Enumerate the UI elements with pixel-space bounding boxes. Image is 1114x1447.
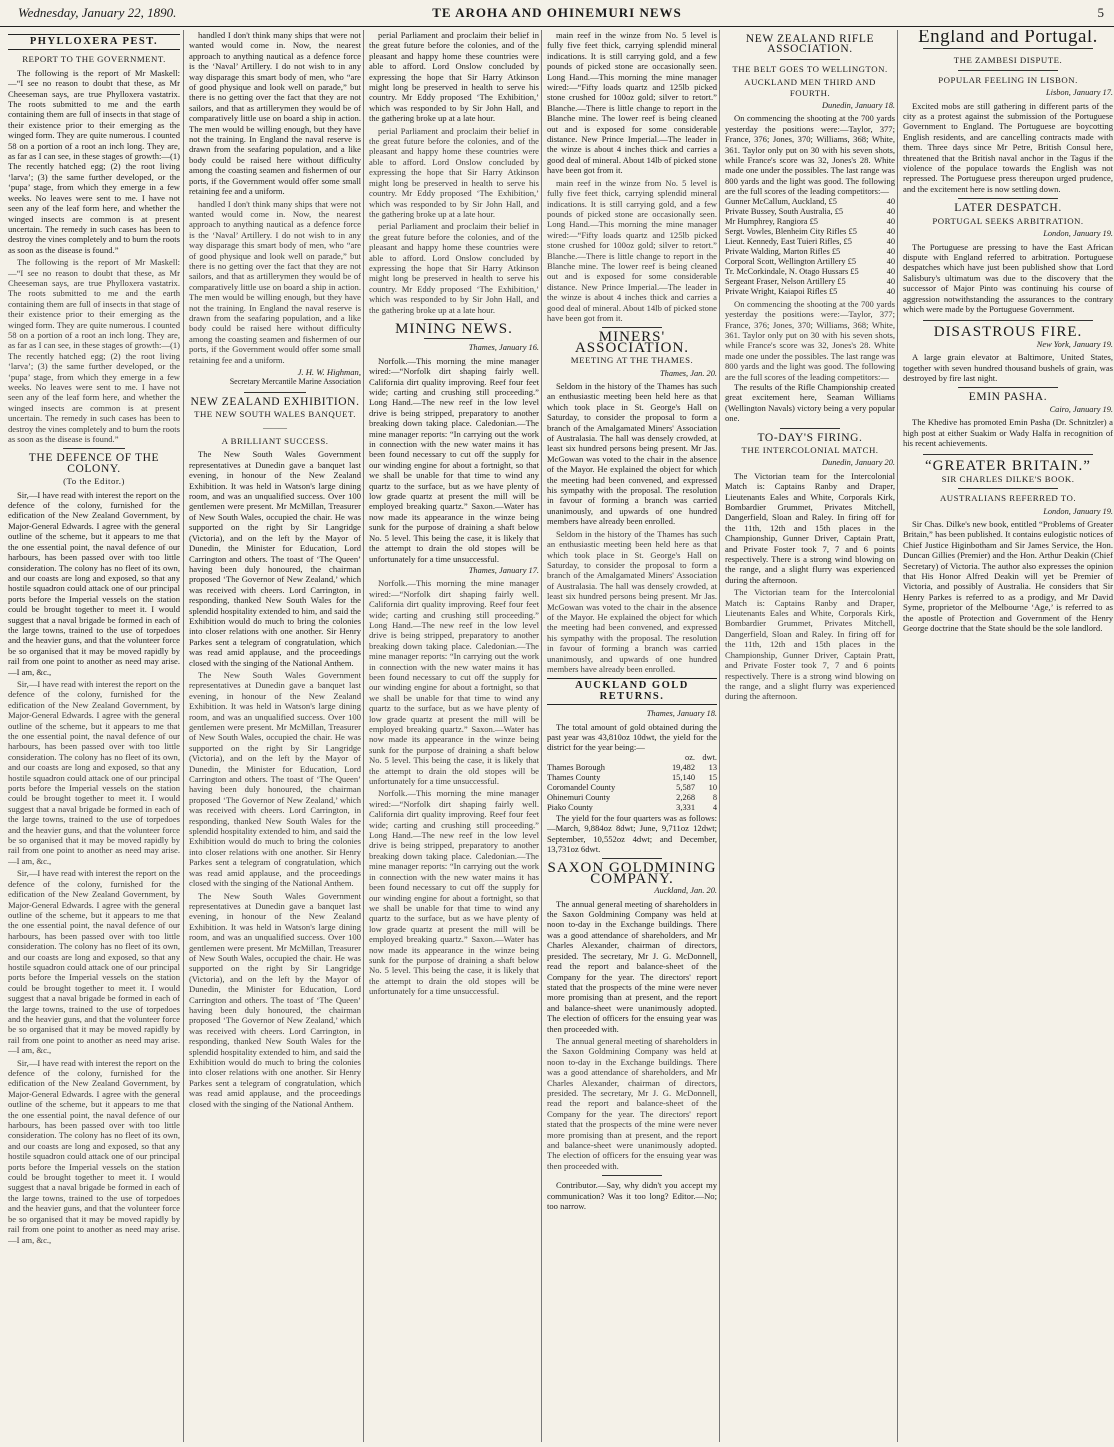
table-cell: 40 bbox=[886, 206, 895, 216]
subhead-belt: THE BELT GOES TO WELLINGTON. bbox=[732, 63, 888, 74]
article-onslow-text-cont-2: perial Parliament and proclaim their belief in the great future before the colonies, and of the pleasant and happy home these countries were able to afford. Lord Onslow concluded by expressing the hope that Sir Harry Atkinson might long be preserved in health to serve his country. Mr Eddy proposed ‘The Exhibition,’ which was responded to by Sir John Hall, and the gathering broke up at a late hour. bbox=[369, 221, 539, 315]
headline-emin-pasha: EMIN PASHA. bbox=[968, 391, 1048, 404]
divider bbox=[958, 488, 1058, 489]
dateline-thames-18: Thames, January 18. bbox=[646, 709, 717, 719]
table-cell: 8 bbox=[712, 792, 717, 802]
table-header bbox=[547, 753, 672, 763]
dateline-new-york-19: New York, January 19. bbox=[1036, 339, 1113, 349]
table-row bbox=[547, 773, 717, 783]
to-the-editor: (To the Editor.) bbox=[63, 476, 125, 487]
table-cell: 40 bbox=[886, 276, 895, 286]
table-cell: 10 bbox=[708, 782, 717, 792]
table-cell: Coromandel County bbox=[547, 782, 616, 792]
letter-defence-text: Sir,—I have read with interest the report on the defence of the colony, furnished for the edification of the New Zealand Government, by Major-General Edwards. I agree with the general outline of the scheme, but it appears to me that the one essential point, the naval defence of our harbours, has been passed over with too little consideration. The colony has no fleet of its own, and our coasts are long and exposed, so that any hostile squadron could attack one of our principal ports before the Imperial vessels on the station could be brought together to meet it. I would suggest that a naval brigade be formed in each of the large towns, trained to the use of torpedoes and the heavier guns, and that the volunteer force be so organised that it may be moved rapidly by rail from one point to another as need may arise. —I am, &c., bbox=[8, 489, 180, 677]
headline-todays-firing: TO-DAY'S FIRING. bbox=[757, 431, 863, 444]
article-rifle-result: The results of the Rifle Championship created great excitement here, Seaman Williams (Wellington Navals) victory being a very popular one. bbox=[725, 381, 895, 424]
divider bbox=[923, 454, 1093, 455]
table-cell: 40 bbox=[886, 236, 895, 246]
table-cell: 5,587 bbox=[676, 782, 695, 792]
dateline-dunedin-18: Dunedin, January 18. bbox=[821, 101, 895, 111]
page-number: 5 bbox=[1097, 5, 1104, 20]
article-onslow-text: perial Parliament and proclaim their belief in the great future before the colonies, and of the pleasant and happy home these countries were able to afford. Lord Onslow concluded by expressing the hope that Sir Harry Atkinson might long be preserved in health to serve his country. Mr Eddy proposed ‘The Exhibition,’ which was responded to by Sir John Hall, and the gathering broke up at a late hour. bbox=[369, 30, 539, 124]
article-banquet-text-cont: The New South Wales Government representatives at Dunedin gave a banquet last evening, in honour of the New Zealand Exhibition. It was held in Watson's large dining room, and was an unqualified success. Over 100 gentlemen were present. Mr McMillan, Treasurer of New South Wales, occupied the chair. He was supported on the right by Sir Langridge (Victoria), and on the left by the Mayor of Dunedin, the Minister for Education, Lord Carrington and others. The toast of ‘The Queen’ having been duly honoured, the chairman proposed ‘The Governor of New Zealand,’ which was received with cheers. Lord Carrington, in responding, thanked New South Wales for the splendid hospitality extended to him, and said the Exhibition would do much to bring the colonies into closer relations with one another. Sir Henry Parkes sent a telegram of congratulation, which was read amid applause, and the proceedings closed with the singing of the National Anthem. bbox=[189, 669, 361, 889]
subhead-auckland-men: AUCKLAND MEN THIRD AND FOURTH. bbox=[744, 77, 876, 98]
gold-returns-table bbox=[547, 753, 717, 813]
table-row bbox=[725, 247, 895, 257]
headline-saxon: SAXON GOLDMINING COMPANY. bbox=[547, 860, 717, 887]
headline-disastrous-fire: DISASTROUS FIRE. bbox=[933, 324, 1083, 341]
article-banquet-text: The New South Wales Government representatives at Dunedin gave a banquet last evening, in honour of the New Zealand Exhibition. It was held in Watson's large dining room, and was an unqualified success. Over 100 gentlemen were present. Mr McMillan, Treasurer of New South Wales, occupied the chair. He was supported on the right by Sir Langridge (Victoria), and on the left by the Mayor of Dunedin, the Minister for Education, Lord Carrington and others. The toast of ‘The Queen’ having been duly honoured, the chairman proposed ‘The Governor of New Zealand,’ which was received with cheers. Lord Carrington, in responding, thanked New South Wales for the splendid hospitality extended to him, and said the Exhibition would do much to bring the colonies into closer relations with one another. Sir Henry Parkes sent a telegram of congratulation, which was read amid applause, and the proceedings closed with the singing of the National Anthem. bbox=[189, 449, 361, 668]
table-cell: 15 bbox=[708, 772, 717, 782]
article-saxon-text: The annual general meeting of shareholders in the Saxon Goldmining Company was held at noon to-day in the Exchange buildings. There was a good attendance of shareholders, and Mr Charles Alexander, chairman of directors, presided. The secretary, Mr J. G. McDonnell, read the report and balance-sheet of the Company for the year. The directors' report stated that the prospects of the mine were never more promising than at present, and the report and balance-sheet were unanimously adopted. The election of officers for the ensuing year was then proceeded with. bbox=[547, 898, 717, 1034]
table-header-row bbox=[547, 753, 717, 763]
article-emin-text: The Khedive has promoted Emin Pasha (Dr. Schnitzler) a high post at either Suakim or Wady Halfa in recognition of his recent achievements. bbox=[903, 417, 1113, 448]
headline-mining-news: MINING NEWS. bbox=[395, 320, 513, 337]
headline-exhibition: NEW ZEALAND EXHIBITION. bbox=[190, 395, 360, 408]
table-cell: Piako County bbox=[547, 802, 593, 812]
table-row bbox=[547, 783, 717, 793]
divider bbox=[602, 858, 662, 859]
dateline-lisbon-17: Lisbon, January 17. bbox=[1046, 88, 1113, 98]
table-cell: Ohinemuri County bbox=[547, 792, 611, 802]
table-row bbox=[725, 227, 895, 237]
table-cell: 3,331 bbox=[676, 802, 695, 812]
article-mining-text: Norfolk.—This morning the mine manager wired:—“Norfolk dirt shaping fairly well. California dirt quality improving. Reef four feet wide; carting and crushing still proceeding.” Long Hand.—The new reef in the low level drive is being stripped, preparatory to another breaking down taking place. Caledonian.—The mine manager reports: “In carrying out the work in connection with the new water mains it has been found necessary to cut off the supply for our winding engine for about a fortnight, so that we shall be unable for that time to wind any quartz to the surface, but as we have plenty of low grade quartz at present the mill will be employed breaking quartz.” Saxon.—Water has now made its appearance in the winze being sunk for the purpose of draining a shaft below No. 5 level. This being the case, it is likely that the attempt to drain the old stopes will be unfortunately for a time unsuccessful. bbox=[369, 355, 539, 564]
column-1 bbox=[8, 30, 180, 1442]
dateline-thames-17: Thames, January 17. bbox=[468, 565, 539, 575]
table-row bbox=[547, 793, 717, 803]
table-cell: 40 bbox=[886, 256, 895, 266]
letter-defence-text-cont-3: Sir,—I have read with interest the report on the defence of the colony, furnished for the edification of the New Zealand Government, by Major-General Edwards. I agree with the general outline of the scheme, but it appears to me that the one essential point, the naval defence of our harbours, has been passed over with too little consideration. The colony has no fleet of its own, and our coasts are long and exposed, so that any hostile squadron could attack one of our principal ports before the Imperial vessels on the station could be brought together to meet it. I would suggest that a naval brigade be formed in each of the large towns, trained to the use of torpedoes and the heavier guns, and that the volunteer force be so organised that it may be moved rapidly by rail from one point to another as need may arise. —I am, &c., bbox=[8, 1057, 180, 1245]
table-cell: Thames Borough bbox=[547, 762, 605, 772]
table-cell: Sergeant Fraser, Nelson Artillery £5 bbox=[725, 276, 846, 286]
newspaper-title: TE AROHA AND OHINEMURI NEWS bbox=[432, 5, 682, 20]
letter-signature-role: Secretary Mercantile Marine Association bbox=[229, 377, 361, 387]
divider bbox=[63, 448, 125, 449]
subhead-zambesi: THE ZAMBESI DISPUTE. bbox=[953, 55, 1063, 66]
table-row bbox=[725, 237, 895, 247]
subhead-intercolonial: THE INTERCOLONIAL MATCH. bbox=[741, 444, 879, 455]
table-cell: 13 bbox=[708, 762, 717, 772]
divider bbox=[958, 387, 1058, 388]
headline-miners-association: MINERS' ASSOCIATION. bbox=[574, 329, 690, 356]
divider bbox=[602, 327, 662, 328]
subhead-success: A BRILLIANT SUCCESS. bbox=[221, 436, 329, 447]
table-cell: Mr Humphrey, Rangiora £5 bbox=[725, 216, 818, 226]
subhead-popular-feeling: POPULAR FEELING IN LISBON. bbox=[938, 74, 1078, 85]
footnote-joke: Contributor.—Say, why didn't you accept my communication? Was it too long? Editor.—No; too narrow. bbox=[547, 1180, 717, 1212]
dateline-thames-20: Thames, Jan. 20. bbox=[660, 368, 717, 378]
letter-signature: J. H. W. Highman, bbox=[297, 367, 361, 377]
subhead-australians: AUSTRALIANS REFERRED TO. bbox=[939, 493, 1077, 504]
headline-england-portugal: England and Portugal. bbox=[918, 30, 1098, 47]
article-intercolonial-text: The Victorian team for the Intercolonial Match is: Captains Ranby and Draper, Lieutenants Eales and White, Corporals Kirk, Bombardier Grummet, Privates Mitchell, Dangerfield, Sloan and Raley. In firing off for the 11th, 12th and 15th places in the Championship, Gunner Driver, Captain Pratt, and Private Foster took 7, 7 and 6 points respectively. There is a strong wind blowing on the range, and a slight flurry was experienced during the afternoon. bbox=[725, 470, 895, 585]
table-row bbox=[725, 277, 895, 287]
article-onslow-text-cont: perial Parliament and proclaim their belief in the great future before the colonies, and of the pleasant and happy home these countries were able to afford. Lord Onslow concluded by expressing the hope that Sir Harry Atkinson might long be preserved in health to serve his country. Mr Eddy proposed ‘The Exhibition,’ which was responded to by Sir John Hall, and the gathering broke up at a late hour. bbox=[369, 125, 539, 219]
table-row bbox=[725, 217, 895, 227]
headline-rifle-association: NEW ZEALAND RIFLE ASSOCIATION. bbox=[745, 33, 875, 56]
masthead bbox=[0, 0, 1114, 27]
table-cell: Thames County bbox=[547, 772, 601, 782]
subhead-arbitration: PORTUGAL SEEKS ARBITRATION. bbox=[932, 215, 1084, 226]
column-4 bbox=[541, 30, 717, 1442]
headline-phylloxera: PHYLLOXERA PEST. bbox=[8, 34, 180, 50]
article-miners-text: Seldom in the history of the Thames has such an enthusiastic meeting been held here as that which took place in St. George's Hall on Saturday, to consider the proposal to form a branch of the Amalgamated Miners' Association of Australasia. The hall was densely crowded, at least six hundred persons being present. Mr Jas. McGowan was voted to the chair in the absence of the Mayor. He explained the object for which the meeting had been convened, and expressed his sympathy with the proposal. The resolution in favour of forming a branch was carried unanimously, and upwards of one hundred members have already been enrolled. bbox=[547, 381, 717, 527]
table-cell: 40 bbox=[886, 216, 895, 226]
divider bbox=[923, 320, 1093, 321]
table-cell: 15,140 bbox=[671, 772, 695, 782]
table-cell: 40 bbox=[886, 266, 895, 276]
divider bbox=[424, 319, 484, 320]
letter-defence-text-cont: Sir,—I have read with interest the report on the defence of the colony, furnished for the edification of the New Zealand Government, by Major-General Edwards. I agree with the general outline of the scheme, but it appears to me that the one essential point, the naval defence of our harbours, has been passed over with too little consideration. The colony has no fleet of its own, and our coasts are long and exposed, so that any hostile squadron could attack one of our principal ports before the Imperial vessels on the station could be brought together to meet it. I would suggest that a naval brigade be formed in each of the large towns, trained to the use of torpedoes and the heavier guns, and that the volunteer force be so organised that it may be moved rapidly by rail from one point to another as need may arise. —I am, &c., bbox=[8, 678, 180, 866]
subhead-banquet: THE NEW SOUTH WALES BANQUET. bbox=[194, 409, 356, 420]
table-header: dwt. bbox=[702, 752, 717, 762]
subhead-dilke-book: SIR CHARLES DILKE'S BOOK. bbox=[941, 473, 1075, 484]
dateline-london-19: London, January 19. bbox=[1043, 229, 1113, 239]
table-cell: 2,268 bbox=[676, 792, 695, 802]
article-phylloxera-text-cont: The following is the report of Mr Maskell: —“I see no reason to doubt that these, as Mr Cheeseman says, are true Phylloxera vastatrix. The roots submitted to me and the earth containing them are full of insects in that stage of their existence prior to their emerging as the winged form. They are quite numerous. I counted 58 on a portion of a root an inch long. They are, as far as I can see, in these stages of growth:—(1) The recently hatched egg; (2) the root living ‘larva’; (3) the same further developed, or the ‘pupa’ stage, from which they emerge in a few weeks. No leaves were sent to me. I have not seen any of the leaf form here, and whether the winged insects are common is at present uncertain. The remedy in such cases has been to destroy the vines completely and to burn the roots as soon as the disease is found.” bbox=[8, 257, 180, 445]
table-row bbox=[725, 257, 895, 267]
article-dilke-text: Sir Chas. Dilke's new book, entitled “Problems of Greater Britain,” has been published. It contains eulogistic notices of Chief Justice Higinbotham and Sir James Service, the Hon. Duncan Gillies (Premier) and the Hon. Arthur Deakin (Chief Secretary) of Victoria. The author also expresses the opinion that His Honor Alfred Deakin will yet be Premier of Victoria, and possibly of Australia. He considers that Sir Henry Parkes is referred to as a prodigy, and Mr David Syme, proprietor of the Melbourne ‘Age,’ is referred to as the apostle of Protection and Government of the Henry George doctrine that the State should be the sole landlord. bbox=[903, 519, 1113, 634]
table-cell: Tr. McCorkindale, N. Otago Hussars £5 bbox=[725, 266, 859, 276]
divider bbox=[958, 198, 1058, 199]
table-cell: Sergt. Vowles, Blenheim City Rifles £5 bbox=[725, 226, 857, 236]
table-row bbox=[547, 763, 717, 773]
table-row bbox=[547, 803, 717, 813]
divider bbox=[780, 59, 840, 60]
column-3 bbox=[363, 30, 539, 1442]
article-mining-continued: main reef in the winze from No. 5 level is fully five feet thick, carrying splendid mineral indications. It is still carrying gold, and a few pounds of picked stone are occasionally seen. Long Hand.—This morning the mine manager wired:—“Fifty loads quartz and 125lb picked stone crushed for 100oz gold; silver to retort.” Blanche.—There is little change to report in the Blanche mine. The lower reef is being cleaned out and is exposed for some considerable distance. New Prince Imperial.—The leader in the winze is about 4 inches thick and carries a good deal of mineral. About 14lb of picked stone have been got from it. bbox=[547, 30, 717, 176]
subhead-meeting-thames: MEETING AT THE THAMES. bbox=[570, 355, 694, 366]
divider bbox=[923, 48, 1093, 49]
dateline-london-19b: London, January 19. bbox=[1043, 506, 1113, 516]
issue-date: Wednesday, January 22, 1890. bbox=[18, 5, 177, 20]
dateline-cairo-19: Cairo, January 19. bbox=[1049, 404, 1113, 414]
article-gold-quarters: The yield for the four quarters was as follows:—March, 9,884oz 8dwt; June, 9,711oz 12dwt; September, 10,552oz 4dwt; and December, 13,731oz 6dwt. bbox=[547, 812, 717, 855]
dateline-thames-16: Thames, January 16. bbox=[468, 343, 539, 353]
article-rifle-text: On commencing the shooting at the 700 yards yesterday the positions were:—Taylor, 377; France, 376; Jones, 370; Williams, 368; White, 361. Taylor only put on 30 with his seven shots, while France's score was 32, Jones's 28. White made one under the possibles. The last range was 800 yards and the light was good. The following are the full scores of the leading competitors:— bbox=[725, 113, 895, 197]
headline-greater-britain: “GREATER BRITAIN.” bbox=[925, 458, 1091, 475]
table-row bbox=[725, 267, 895, 277]
article-gold-intro: The total amount of gold obtained during the past year was 43,810oz 10dwt, the yield for the district for the year being:— bbox=[547, 721, 717, 753]
table-cell: Private Bussey, South Australia, £5 bbox=[725, 206, 844, 216]
divider bbox=[424, 338, 484, 339]
headline-later-despatch: LATER DESPATCH. bbox=[954, 202, 1062, 215]
dateline-auckland-20: Auckland, Jan. 20. bbox=[654, 886, 717, 896]
divider bbox=[602, 1175, 662, 1176]
article-mining-text-cont-2: Norfolk.—This morning the mine manager wired:—“Norfolk dirt shaping fairly well. California dirt quality improving. Reef four feet wide; carting and crushing still proceeding.” Long Hand.—The new reef in the low level drive is being stripped, preparatory to another breaking down taking place. Caledonian.—The mine manager reports: “In carrying out the work in connection with the new water mains it has been found necessary to cut off the supply for our winding engine for about a fortnight, so that we shall be unable for that time to wind any quartz to the surface, but as we have plenty of low grade quartz at present the mill will be employed breaking quartz.” Saxon.—Water has now made its appearance in the winze being sunk for the purpose of draining a shaft below No. 5 level. This being the case, it is likely that the attempt to drain the old stopes will be unfortunately for a time unsuccessful. bbox=[369, 788, 539, 997]
article-intercolonial-text-cont: The Victorian team for the Intercolonial Match is: Captains Ranby and Draper, Lieutenants Eales and White, Corporals Kirk, Bombardier Grummet, Privates Mitchell, Dangerfield, Sloan and Raley. In firing off for the 11th, 12th and 15th places in the Championship, Gunner Driver, Captain Pratt, and Private Foster took 7, 7 and 6 points respectively. There is a strong wind blowing on the range, and a slight flurry was experienced during the afternoon. bbox=[725, 587, 895, 702]
table-cell: 40 bbox=[886, 196, 895, 206]
subhead-report: REPORT TO THE GOVERNMENT. bbox=[22, 54, 166, 65]
column-6 bbox=[897, 30, 1113, 1442]
table-row bbox=[725, 287, 895, 297]
article-arbitration-text: The Portuguese are pressing to have the East African dispute with England referred to arbitration. Portuguese despatches which have just been published show that Lord Salisbury's ultimatum was due to the discovery that the successor of Major Pinto was continuing his course of aggression notwithstanding the assurances to the contrary which were made by the Portuguese Government. bbox=[903, 241, 1113, 314]
divider bbox=[780, 428, 840, 429]
article-mining-text-cont: Norfolk.—This morning the mine manager wired:—“Norfolk dirt shaping fairly well. California dirt quality improving. Reef four feet wide; carting and crushing still proceeding.” Long Hand.—The new reef in the low level drive is being stripped, preparatory to another breaking down taking place. Caledonian.—The mine manager reports: “In carrying out the work in connection with the new water mains it has been found necessary to cut off the supply for our winding engine for about a fortnight, so that we shall be unable for that time to wind any quartz to the surface, but as we have plenty of low grade quartz at present the mill will be employed breaking quartz.” Saxon.—Water has now made its appearance in the winze being sunk for the purpose of draining a shaft below No. 5 level. This being the case, it is likely that the attempt to drain the old stopes will be unfortunately for a time unsuccessful. bbox=[369, 578, 539, 787]
letter-defence-text-cont-2: Sir,—I have read with interest the report on the defence of the colony, furnished for the edification of the New Zealand Government, by Major-General Edwards. I agree with the general outline of the scheme, but it appears to me that the one essential point, the naval defence of our harbours, has been passed over with too little consideration. The colony has no fleet of its own, and our coasts are long and exposed, so that any hostile squadron could attack one of our principal ports before the Imperial vessels on the station could be brought together to meet it. I would suggest that a naval brigade be formed in each of the large towns, trained to the use of torpedoes and the heavier guns, and that the volunteer force be so organised that it may be moved rapidly by rail from one point to another as need may arise. —I am, &c., bbox=[8, 868, 180, 1056]
table-cell: 40 bbox=[886, 286, 895, 296]
article-banquet-text-cont-2: The New South Wales Government representatives at Dunedin gave a banquet last evening, in honour of the New Zealand Exhibition. It was held in Watson's large dining room, and was an unqualified success. Over 100 gentlemen were present. Mr McMillan, Treasurer of New South Wales, occupied the chair. He was supported on the right by Sir Langridge (Victoria), and on the left by the Mayor of Dunedin, the Minister for Education, Lord Carrington and others. The toast of ‘The Queen’ having been duly honoured, the chairman proposed ‘The Governor of New Zealand,’ which was received with cheers. Lord Carrington, in responding, thanked New South Wales for the splendid hospitality extended to him, and said the Exhibition would do much to bring the colonies into closer relations with one another. Sir Henry Parkes sent a telegram of congratulation, which was read amid applause, and the proceedings closed with the singing of the National Anthem. bbox=[189, 890, 361, 1109]
table-header: oz. bbox=[685, 752, 695, 762]
table-cell: Private Wright, Kaiapoi Rifles £5 bbox=[725, 286, 838, 296]
article-fire-text: A large grain elevator at Baltimore, United States, together with seven hundred thousand bushels of grain, was destroyed by fire last night. bbox=[903, 352, 1113, 383]
table-cell: Gunner McCallum, Auckland, £5 bbox=[725, 196, 837, 206]
letter-continued-text-cont: handled I don't think many ships that were not wanted would come in. Now, the nearest approach to anything nautical as a defence force is the ‘Naval’ Artillery. I do not wish to in any way disparage this smart body of men, who “are of good physique and look well on parade,” but there is no getting over the fact that they are not sailors, and that as artillerymen they would be of comparatively little use on board a ship in action. The men would be willing enough, but they have not the training. In England the naval reserve is drawn from the seafaring population, and a like body could be raised here without difficulty among the coasting seamen and fishermen of our ports, if the Government would offer some small retaining fee and a uniform. bbox=[189, 198, 361, 365]
article-miners-text-cont: Seldom in the history of the Thames has such an enthusiastic meeting been held here as that which took place in St. George's Hall on Saturday, to consider the proposal to form a branch of the Amalgamated Miners' Association of Australasia. The hall was densely crowded, at least six hundred persons being present. Mr Jas. McGowan was voted to the chair in the absence of the Mayor. He explained the object for which the meeting had been convened, and expressed his sympathy with the proposal. The resolution in favour of forming a branch was carried unanimously, and upwards of one hundred members have already been enrolled. bbox=[547, 528, 717, 674]
table-cell: Corporal Scott, Wellington Artillery £5 bbox=[725, 256, 857, 266]
divider bbox=[958, 70, 1058, 71]
article-lisbon-text: Excited mobs are still gathering in different parts of the city as a protest against the submission of the Portuguese Government to England. The Portuguese are boycotting English residents, and are cancelling contracts made with them. Three days since Mr Petre, British Consul here, threatened that the British naval anchor in the Tagus if the violence of the populace towards the English was not repressed. The Portuguese press thereupon urged prudence, and the excitement here is now settling down. bbox=[903, 100, 1113, 194]
rifle-scores-table bbox=[725, 197, 895, 297]
table-cell: 19,482 bbox=[671, 762, 695, 772]
table-cell: Lieut. Kennedy, East Tuieri Rifles, £5 bbox=[725, 236, 852, 246]
column-5 bbox=[719, 30, 895, 1442]
article-mining-continued-2: main reef in the winze from No. 5 level is fully five feet thick, carrying splendid mineral indications. It is still carrying gold, and a few pounds of picked stone are occasionally seen. Long Hand.—This morning the mine manager wired:—“Fifty loads quartz and 125lb picked stone crushed for 100oz gold; silver to retort.” Blanche.—There is little change to report in the Blanche mine. The lower reef is being cleaned out and is exposed for some considerable distance. New Prince Imperial.—The leader in the winze is about 4 inches thick and carries a good deal of mineral. About 14lb of picked stone have been got from it. bbox=[547, 177, 717, 323]
headline-defence: THE DEFENCE OF THE COLONY. bbox=[28, 452, 160, 475]
table-cell: 40 bbox=[886, 246, 895, 256]
divider bbox=[244, 392, 306, 393]
dateline-dunedin-20: Dunedin, January 20. bbox=[821, 458, 895, 468]
column-2 bbox=[183, 30, 361, 1442]
table-cell: 40 bbox=[886, 226, 895, 236]
ornament: ——— bbox=[263, 422, 287, 432]
article-saxon-text-cont: The annual general meeting of shareholders in the Saxon Goldmining Company was held at noon to-day in the Exchange buildings. There was a good attendance of shareholders, and Mr Charles Alexander, chairman of directors, presided. The secretary, Mr J. G. McDonnell, read the report and balance-sheet of the Company for the year. The directors' report stated that the prospects of the mine were never more promising than at present, and the report and balance-sheet were unanimously adopted. The election of officers for the ensuing year was then proceeded with. bbox=[547, 1035, 717, 1171]
headline-gold-returns: AUCKLAND GOLD RETURNS. bbox=[547, 678, 717, 705]
table-cell: 4 bbox=[712, 802, 717, 812]
table-row bbox=[725, 197, 895, 207]
table-row bbox=[725, 207, 895, 217]
letter-continued-text: handled I don't think many ships that were not wanted would come in. Now, the nearest approach to anything nautical as a defence force is the ‘Naval’ Artillery. I do not wish to in any way disparage this smart body of men, who “are of good physique and look well on parade,” but there is no getting over the fact that they are not sailors, and that as artillerymen they would be of comparatively little use on board a ship in action. The men would be willing enough, but they have not the training. In England the naval reserve is drawn from the seafaring population, and a like body could be raised here without difficulty among the coasting seamen and fishermen of our ports, if the Government would offer some small retaining fee and a uniform. bbox=[189, 30, 361, 197]
article-rifle-text-cont: On commencing the shooting at the 700 yards yesterday the positions were:—Taylor, 377; France, 376; Jones, 370; Williams, 368; White, 361. Taylor only put on 30 with his seven shots, while France's score was 32, Jones's 28. White made one under the possibles. The last range was 800 yards and the light was good. The following are the full scores of the leading competitors:— bbox=[725, 298, 895, 382]
article-phylloxera-text: The following is the report of Mr Maskell: —“I see no reason to doubt that these, as Mr Cheeseman says, are true Phylloxera vastatrix. The roots submitted to me and the earth containing them are full of insects in that stage of their existence prior to their emerging as the winged form. They are quite numerous. I counted 58 on a portion of a root an inch long. They are, as far as I can see, in these stages of growth:—(1) The recently hatched egg; (2) the root living ‘larva’; (3) the same further developed, or the ‘pupa’ stage, from which they emerge in a few weeks. No leaves were sent to me. I have not seen any of the leaf form here, and whether the winged insects are common is at present uncertain. The remedy in such cases has been to destroy the vines completely and to burn the roots as soon as the disease is found.” bbox=[8, 67, 180, 255]
table-cell: Private Walding, Marton Rifles £5 bbox=[725, 246, 841, 256]
